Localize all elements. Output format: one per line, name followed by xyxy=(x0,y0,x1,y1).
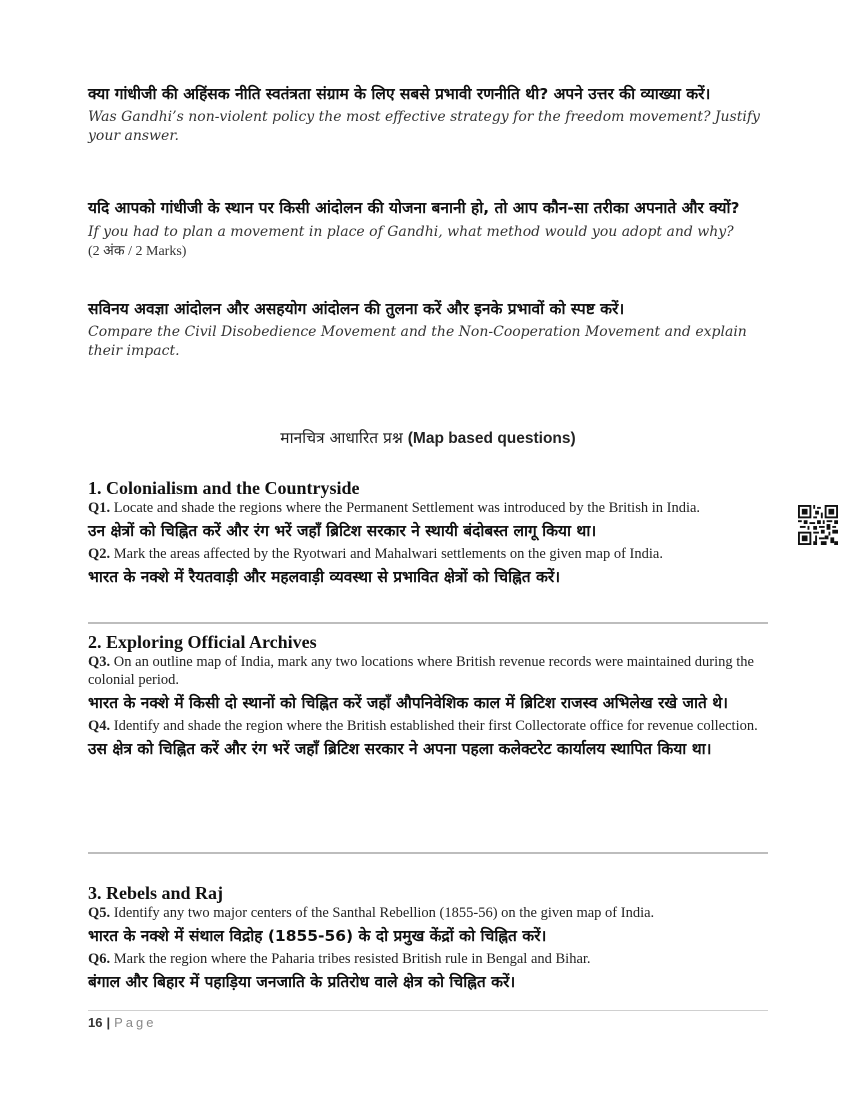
question-english: Compare the Civil Disobedience Movement and the Non-Cooperation Movement and explain their impact. xyxy=(88,324,747,359)
question-hindi: भारत के नक्शे में संथाल विद्रोह (1855-56) के दो प्रमुख केंद्रों को चिह्नित करें। xyxy=(88,927,547,945)
marks-label: (2 अंक / 2 Marks) xyxy=(88,244,187,259)
section-2 xyxy=(88,631,768,763)
question-english: If you had to plan a movement in place of Gandhi, what method would you adopt and why? xyxy=(88,224,734,240)
question-hindi: भारत के नक्शे में रैयतवाड़ी और महलवाड़ी व्यवस्था से प्रभावित क्षेत्रों को चिह्नित करें। xyxy=(88,568,561,586)
question-number: Q2. xyxy=(88,546,111,562)
footer-divider xyxy=(88,1010,768,1011)
question-english: Q2. Mark the areas affected by the Ryotwari and Mahalwari settlements on the given map of India. xyxy=(88,546,663,562)
map-section-heading xyxy=(88,426,768,448)
map-heading-hindi: मानचित्र आधारित प्रश्न xyxy=(280,429,403,447)
section-title: 2. Exploring Official Archives xyxy=(88,632,317,652)
question-hindi: बंगाल और बिहार में पहाड़िया जनजाति के प्रतिरोध वाले क्षेत्र को चिह्नित करें। xyxy=(88,973,516,991)
question-number: Q4. xyxy=(88,718,111,734)
map-heading-english: (Map based questions) xyxy=(407,430,576,447)
footer-separator: | xyxy=(106,1015,111,1030)
question-number: Q6. xyxy=(88,951,111,967)
question-number: Q5. xyxy=(88,905,111,921)
question-english: Q1. Locate and shade the regions where the Permanent Settlement was introduced by the British in India. xyxy=(88,500,701,516)
page-number: 16 xyxy=(88,1015,103,1030)
question-english: Q4. Identify and shade the region where the British established their first Collectorate office for revenue collection. xyxy=(88,718,758,734)
section-divider xyxy=(88,622,768,624)
question-block-1 xyxy=(88,80,768,146)
section-title: 1. Colonialism and the Countryside xyxy=(88,478,360,498)
question-block-3 xyxy=(88,295,768,361)
question-number: Q3. xyxy=(88,654,111,670)
section-divider xyxy=(88,852,768,854)
question-hindi: क्या गांधीजी की अहिंसक नीति स्वतंत्रता संग्राम के लिए सबसे प्रभावी रणनीति थी? अपने उत्तर की व्याख्या करें। xyxy=(88,85,711,103)
question-english: Q3. On an outline map of India, mark any two locations where British revenue records were maintained during the colonial period. xyxy=(88,654,754,688)
question-number: Q1. xyxy=(88,500,111,516)
question-hindi: सविनय अवज्ञा आंदोलन और असहयोग आंदोलन की तुलना करें और इनके प्रभावों को स्पष्ट करें। xyxy=(88,300,625,318)
question-hindi: भारत के नक्शे में किसी दो स्थानों को चिह्नित करें जहाँ औपनिवेशिक काल में ब्रिटिश राजस्व अभिलेख रखे जाते थे। xyxy=(88,694,729,712)
question-block-2 xyxy=(88,194,768,261)
question-english: Q5. Identify any two major centers of the Santhal Rebellion (1855-56) on the given map of India. xyxy=(88,905,655,921)
section-1 xyxy=(88,477,768,591)
question-english: Was Gandhi’s non-violent policy the most effective strategy for the freedom movement? Justify your answer. xyxy=(88,109,760,144)
page-footer xyxy=(88,1015,156,1030)
question-hindi: यदि आपको गांधीजी के स्थान पर किसी आंदोलन की योजना बनानी हो, तो आप कौन-सा तरीका अपनाते और क्यों? xyxy=(88,199,740,217)
page-label: Page xyxy=(114,1015,157,1030)
question-hindi: उन क्षेत्रों को चिह्नित करें और रंग भरें जहाँ ब्रिटिश सरकार ने स्थायी बंदोबस्त लागू किया था। xyxy=(88,522,597,540)
qr-code-icon xyxy=(798,505,838,545)
question-hindi: उस क्षेत्र को चिह्नित करें और रंग भरें जहाँ ब्रिटिश सरकार ने अपना पहला कलेक्टरेट कार्यालय स्थापित किया था। xyxy=(88,740,712,758)
section-title: 3. Rebels and Raj xyxy=(88,883,224,903)
question-english: Q6. Mark the region where the Paharia tribes resisted British rule in Bengal and Bihar. xyxy=(88,951,591,967)
section-3 xyxy=(88,882,768,996)
